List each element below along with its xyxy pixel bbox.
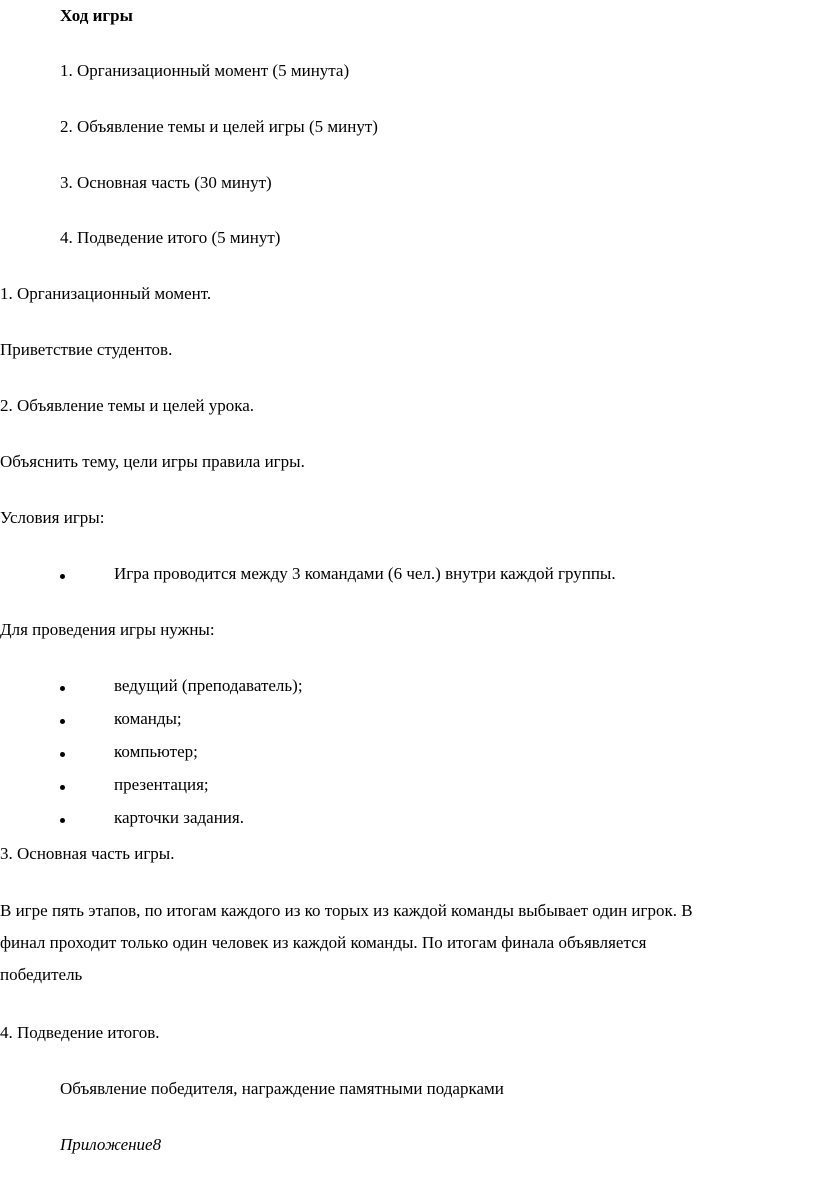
section4-text: Объявление победителя, награждение памятными подарками <box>60 1079 504 1098</box>
bullet-icon <box>60 686 65 691</box>
needs-item: карточки задания. <box>114 808 244 827</box>
bullet-icon <box>60 574 65 579</box>
plan-item: 3. Основная часть (30 минут) <box>60 173 272 192</box>
plan-item: 2. Объявление темы и целей игры (5 минут) <box>60 117 378 136</box>
conditions-label: Условия игры: <box>0 508 105 527</box>
section3-text-line: победитель <box>0 965 83 984</box>
section4-title: 4. Подведение итогов. <box>0 1023 160 1042</box>
needs-item: ведущий (преподаватель); <box>114 676 303 695</box>
needs-label: Для проведения игры нужны: <box>0 620 215 639</box>
section3-text-line: В игре пять этапов, по итогам каждого из ко торых из каждой команды выбывает один игрок. В <box>0 901 693 920</box>
bullet-icon <box>60 818 65 823</box>
bullet-icon <box>60 785 65 790</box>
needs-item: компьютер; <box>114 742 198 761</box>
needs-item: команды; <box>114 709 182 728</box>
section3-text-line: финал проходит только один человек из каждой команды. По итогам финала объявляется <box>0 933 647 952</box>
section3-title: 3. Основная часть игры. <box>0 844 175 863</box>
section1-text: Приветствие студентов. <box>0 340 173 359</box>
bullet-icon <box>60 752 65 757</box>
plan-item: 4. Подведение итого (5 минут) <box>60 228 281 247</box>
bullet-icon <box>60 719 65 724</box>
needs-item: презентация; <box>114 775 209 794</box>
appendix-label: Приложение8 <box>60 1135 162 1154</box>
section2-text: Объяснить тему, цели игры правила игры. <box>0 452 305 471</box>
plan-item: 1. Организационный момент (5 минута) <box>60 61 350 80</box>
section2-title: 2. Объявление темы и целей урока. <box>0 396 255 415</box>
page-heading: Ход игры <box>60 6 133 25</box>
section1-title: 1. Организационный момент. <box>0 284 212 303</box>
condition-item: Игра проводится между 3 командами (6 чел.) внутри каждой группы. <box>114 564 616 583</box>
